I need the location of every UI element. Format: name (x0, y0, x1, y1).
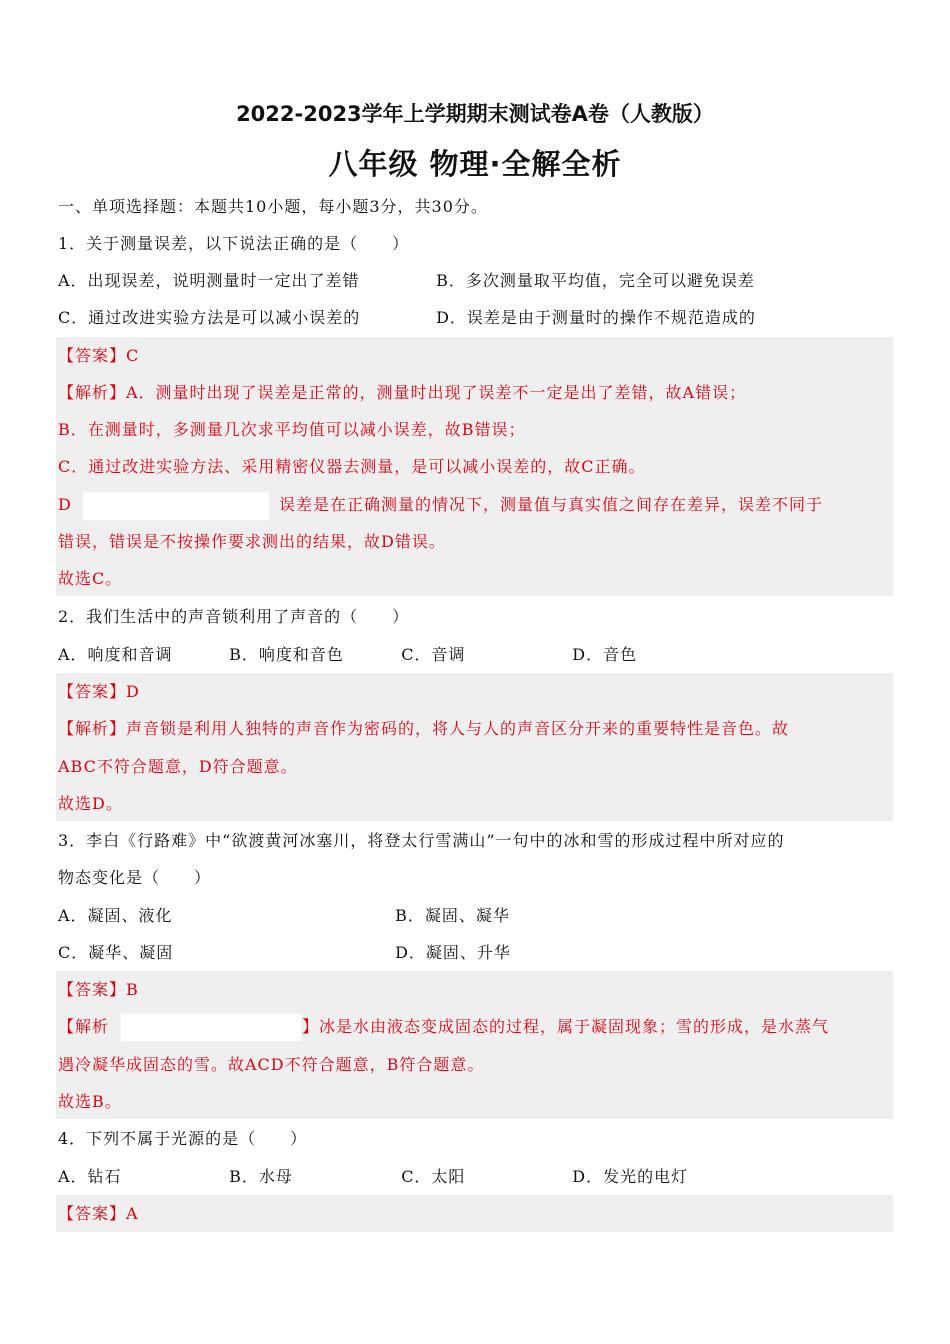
question-1-analysis-line-3: C．通过改进实验方法、采用精密仪器去测量，是可以减小误差的，故C正确。 (58, 457, 646, 476)
question-3-answer-box (56, 971, 893, 1119)
question-1-option-a: A．出现误差，说明测量时一定出了差错 (58, 271, 360, 290)
question-1-analysis-line-4-text: 误差是在正确测量的情况下，测量值与真实值之间存在差异，误差不同于 (279, 495, 824, 514)
section-heading: 一、单项选择题：本题共10小题，每小题3分，共30分。 (58, 197, 488, 216)
question-1-conclusion: 故选C。 (58, 569, 123, 588)
question-4-option-b: B．水母 (229, 1167, 293, 1186)
question-1-answer: 【答案】C (58, 346, 140, 365)
redaction-block (120, 1013, 302, 1042)
question-2-option-c: C．音调 (401, 645, 466, 664)
exam-subtitle: 八年级 物理·全解全析 (328, 147, 622, 181)
question-3-options-row-1 (58, 897, 510, 934)
question-2-options-row (58, 636, 637, 673)
question-4-stem: 4．下列不属于光源的是（ ） (58, 1129, 308, 1148)
question-1-analysis-line-1: 【解析】A．测量时出现了误差是正常的，测量时出现了误差不一定是出了差错，故A错误； (58, 383, 747, 402)
question-2-stem: 2．我们生活中的声音锁利用了声音的（ ） (58, 607, 410, 626)
question-3-analysis-prefix: 【解析 (58, 1017, 110, 1036)
question-1-option-c: C．通过改进实验方法是可以减小误差的 (58, 308, 361, 327)
question-1-option-d: D．误差是由于测量时的操作不规范造成的 (436, 308, 756, 327)
question-1-options-row-1 (58, 262, 755, 299)
question-3-answer: 【答案】B (58, 980, 139, 999)
question-3-option-b: B．凝固、凝华 (395, 906, 510, 925)
question-2-answer: 【答案】D (58, 682, 140, 701)
question-2-option-a: A．响度和音调 (58, 645, 173, 664)
question-1-analysis-line-2: B．在测量时，多测量几次求平均值可以减小误差，故B错误； (58, 420, 526, 439)
question-4-option-a: A．钻石 (58, 1167, 122, 1186)
question-1-stem: 1．关于测量误差，以下说法正确的是（ ） (58, 234, 410, 253)
question-2-answer-box (56, 673, 893, 821)
redaction-block (82, 492, 270, 521)
question-3-stem-line-2: 物态变化是（ ） (58, 868, 212, 887)
exam-title: 2022-2023学年上学期期末测试卷A卷（人教版） (236, 102, 714, 126)
question-1-options-row-2 (58, 299, 756, 336)
question-4-options-row (58, 1158, 688, 1195)
question-4-answer: 【答案】A (58, 1204, 139, 1223)
question-3-options-row-2 (58, 934, 511, 971)
question-4-answer-box (56, 1195, 893, 1232)
question-3-analysis-line-2: 遇冷凝华成固态的雪。故ACD不符合题意，B符合题意。 (58, 1055, 485, 1074)
question-2-option-b: B．响度和音色 (229, 645, 344, 664)
question-3-analysis-line-1: 】冰是水由液态变成固态的过程，属于凝固现象；雪的形成，是水蒸气 (302, 1017, 830, 1036)
question-2-analysis-line-2: ABC不符合题意，D符合题意。 (58, 757, 298, 776)
question-4-option-c: C．太阳 (401, 1167, 466, 1186)
question-2-analysis-line-1: 【解析】声音锁是利用人独特的声音作为密码的，将人与人的声音区分开来的重要特性是音色。故 (58, 719, 790, 738)
question-3-option-d: D．凝固、升华 (395, 943, 511, 962)
question-1-option-b: B．多次测量取平均值，完全可以避免误差 (436, 271, 755, 290)
question-3-option-a: A．凝固、液化 (58, 906, 173, 925)
question-3-stem-line-1: 3．李白《行路难》中“欲渡黄河冰塞川，将登太行雪满山”一句中的冰和雪的形成过程中所对应的 (58, 831, 785, 850)
question-1-analysis-line-4-prefix: D (58, 495, 72, 514)
question-2-option-d: D．音色 (572, 645, 638, 664)
question-1-analysis-line-5: 错误，错误是不按操作要求测出的结果，故D错误。 (58, 532, 446, 551)
question-2-conclusion: 故选D。 (58, 794, 123, 813)
question-3-option-c: C．凝华、凝固 (58, 943, 174, 962)
question-4-option-d: D．发光的电灯 (572, 1167, 689, 1186)
question-3-conclusion: 故选B。 (58, 1092, 122, 1111)
